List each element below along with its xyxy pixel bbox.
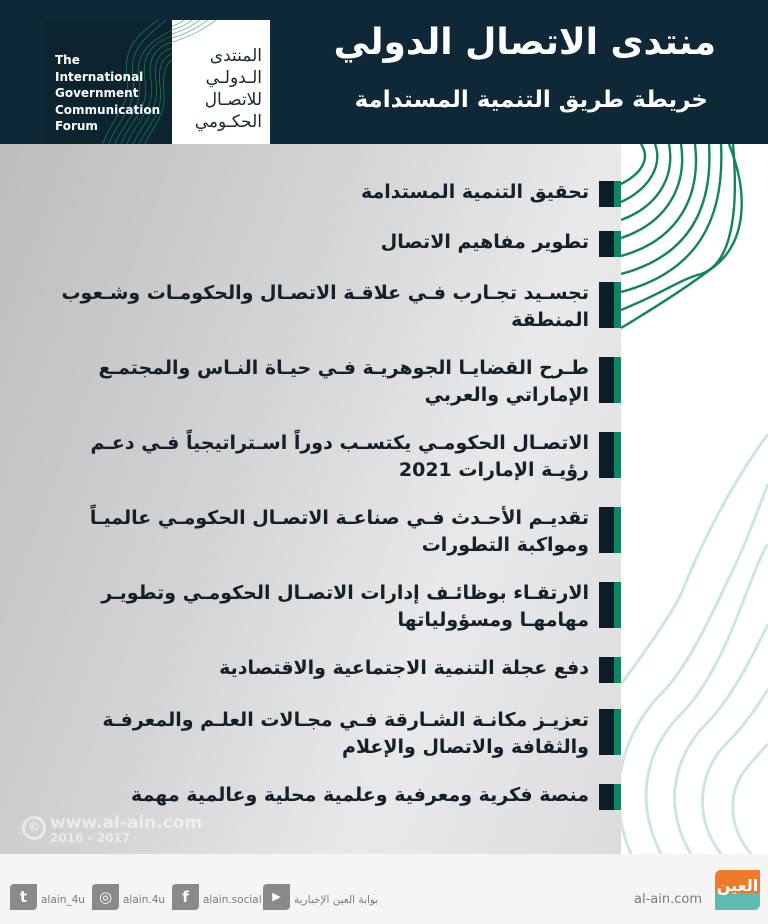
copyright-icon: ©	[22, 816, 46, 840]
goals-panel: تحقيق التنمية المستدامة تطوير مفاهيم الاتصال تجسـيد تجـارب فـي علاقـة الاتصـال والحكومـات وشـعوب المنطقة طـرح القضايـا الجوهريـة فـي حيـاة النـاس والمجتمـع الإماراتي والعربي الاتصـال الحكومـي يكتسـب دوراً اسـتراتيجياً فـي دعـم رؤيـة الإمارات 2021 تقديـم الأحـدث فـي صناعـة الاتصـال الحكومـي عالميـاً ومواكبة التطورات الارتقـاء بوظائـف إدارات الاتصـال الحكومـي وتطويـر مهامهـا ومسؤولياتها دفع عجلة التنمية الاجتماعية والاقتصادية تعزيـز مكانـة الشـارقة فـي مجـالات العلـم والمعرفـة والثقافة والاتصال والإعلام منصة فكرية ومعرفية وعلمية محلية وعالمية مهمة © www.al-ain.com 2016 - 2017	[0, 144, 621, 854]
facebook-icon: f	[172, 884, 199, 910]
bullet-marker-icon	[599, 282, 621, 328]
alain-brand-logo[interactable]	[715, 870, 760, 910]
instagram-icon: ◎	[92, 884, 119, 910]
bullet-marker-icon	[599, 657, 621, 683]
bullet-marker-icon	[599, 784, 621, 810]
page-title: منتدى الاتصال الدولي	[333, 22, 716, 63]
site-url-link[interactable]: al-ain.com	[634, 892, 702, 907]
alain-logo-text: العين	[716, 876, 759, 895]
bullet-marker-icon	[599, 181, 621, 207]
forum-name-english: The International Government Communication Forum	[55, 53, 161, 133]
bullet-marker-icon	[599, 709, 621, 755]
bullet-marker-icon	[599, 357, 621, 403]
forum-name-arabic: المنتدى الـدولـي للاتصـال الحكـومي	[194, 46, 262, 132]
decorative-contour-panel	[621, 144, 768, 854]
page-subtitle: خريطة طريق التنمية المستدامة	[354, 87, 708, 113]
bullet-marker-icon	[599, 231, 621, 257]
bullet-marker-icon	[599, 507, 621, 553]
bullet-marker-icon	[599, 432, 621, 478]
twitter-icon: t	[10, 884, 37, 910]
forum-logo-arabic-panel	[172, 20, 270, 146]
youtube-icon: ▶	[263, 884, 290, 910]
bullet-marker-icon	[599, 582, 621, 628]
forum-logo-english-panel	[44, 20, 172, 146]
footer: t alain_4u ◎ alain.4u f alain.social ▶ بوابة العين الإخبارية al-ain.com العين	[0, 854, 768, 924]
contour-lines-icon	[621, 144, 768, 854]
